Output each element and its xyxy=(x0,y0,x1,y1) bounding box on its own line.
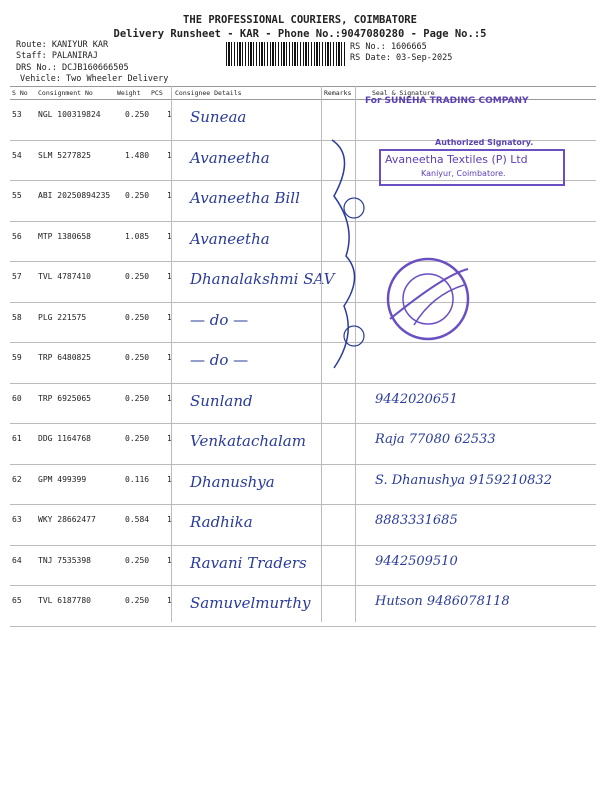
drs-number: DRS No.: DCJB160666505 xyxy=(16,63,129,73)
consignee-signature: Dhanushya xyxy=(190,472,275,491)
cell-sno: 56 xyxy=(12,231,22,241)
stamp-authorized: Authorized Signatory. xyxy=(435,138,534,147)
consignee-signature: — do — xyxy=(190,310,249,329)
cell-sno: 63 xyxy=(12,515,22,524)
cell-cons: TVL 4787410 xyxy=(38,272,91,281)
cell-pcs: 1 xyxy=(167,474,172,484)
cell-cons: TNJ 7535398 xyxy=(38,555,91,565)
cell-wt: 0.116 xyxy=(125,474,150,484)
cell-pcs: 1 xyxy=(167,191,172,200)
col-weight: Weight xyxy=(117,89,141,97)
cell-sno: 59 xyxy=(12,353,22,362)
divider xyxy=(171,86,172,622)
cell-wt: 0.250 xyxy=(125,110,150,119)
col-consignment: Consignment No xyxy=(38,89,93,97)
cell-sno: 65 xyxy=(12,596,22,605)
table-row xyxy=(10,384,596,425)
consignee-signature: Avaneetha Bill xyxy=(190,189,300,207)
cell-wt: 0.250 xyxy=(125,393,150,403)
table-row xyxy=(10,262,596,303)
cell-pcs: 1 xyxy=(167,231,172,241)
cell-wt: 0.250 xyxy=(125,272,150,281)
table-row xyxy=(10,181,596,222)
cell-cons: ABI 20250894235 xyxy=(38,191,111,200)
table-row xyxy=(10,465,596,506)
cell-pcs: 1 xyxy=(167,434,172,443)
consignee-signature: Venkatachalam xyxy=(190,432,306,450)
stamp-company: Avaneetha Textiles (P) Ltd xyxy=(385,153,528,166)
consignee-signature: Dhanalakshmi SAV xyxy=(190,270,335,288)
cell-sno: 58 xyxy=(12,312,22,322)
company-title: THE PROFESSIONAL COURIERS, COIMBATORE xyxy=(183,14,417,26)
cell-pcs: 1 xyxy=(167,353,172,362)
brace-icon xyxy=(326,136,366,376)
cell-pcs: 1 xyxy=(167,393,172,403)
barcode xyxy=(226,42,346,66)
cell-pcs: 1 xyxy=(167,110,172,119)
route-label: Route: KANIYUR KAR xyxy=(16,40,109,50)
cell-cons: DDG 1164768 xyxy=(38,434,91,443)
cell-cons: MTP 1380658 xyxy=(38,231,91,241)
col-details: Consignee Details xyxy=(175,89,242,97)
consignee-signature: Suneaa xyxy=(190,108,247,126)
runsheet-title: Delivery Runsheet - KAR - Phone No.:9047080280 - Page No.:5 xyxy=(113,28,487,40)
seal-signature: S. Dhanushya 9159210832 xyxy=(375,472,552,488)
cell-sno: 64 xyxy=(12,555,22,565)
cell-wt: 1.480 xyxy=(125,150,150,160)
cell-wt: 0.250 xyxy=(125,555,150,565)
cell-sno: 60 xyxy=(12,393,22,403)
table-row xyxy=(10,303,596,344)
table-row xyxy=(10,505,596,546)
cell-cons: NGL 100319824 xyxy=(38,110,101,119)
cell-pcs: 1 xyxy=(167,596,172,605)
cell-sno: 57 xyxy=(12,272,22,281)
table-row xyxy=(10,222,596,263)
company-stamp xyxy=(379,149,565,186)
cell-wt: 0.250 xyxy=(125,596,150,605)
table-row xyxy=(10,343,596,384)
consignee-signature: Avaneetha xyxy=(190,148,270,167)
cell-pcs: 1 xyxy=(167,555,172,565)
rs-number: RS No.: 1606665 xyxy=(350,42,427,52)
stamp-place: Kaniyur, Coimbatore. xyxy=(421,169,506,178)
cell-cons: TRP 6925065 xyxy=(38,393,91,403)
cell-sno: 61 xyxy=(12,434,22,443)
rs-date: RS Date: 03-Sep-2025 xyxy=(350,53,453,63)
consignee-signature: Samuvelmurthy xyxy=(190,594,311,612)
cell-wt: 1.085 xyxy=(125,231,150,241)
cell-wt: 0.250 xyxy=(125,191,150,200)
cell-pcs: 1 xyxy=(167,515,172,524)
staff-label: Staff: PALANIRAJ xyxy=(16,51,98,61)
vehicle-label: Vehicle: Two Wheeler Delivery xyxy=(20,74,169,84)
cell-sno: 53 xyxy=(12,110,22,119)
table-row xyxy=(10,586,596,627)
seal-signature: Hutson 9486078118 xyxy=(375,594,510,609)
cell-cons: WKY 28662477 xyxy=(38,515,96,524)
cell-sno: 62 xyxy=(12,474,22,484)
cell-wt: 0.250 xyxy=(125,353,150,362)
table-row xyxy=(10,100,596,141)
cell-wt: 0.250 xyxy=(125,434,150,443)
table-row xyxy=(10,546,596,587)
seal-signature: 9442509510 xyxy=(375,553,458,569)
col-remarks: Remarks xyxy=(324,89,352,97)
consignee-signature: — do — xyxy=(190,351,249,369)
col-pcs: PCS xyxy=(151,89,163,97)
round-seal-icon xyxy=(384,255,472,343)
consignee-signature: Radhika xyxy=(190,513,253,531)
col-seal: Seal & Signature xyxy=(372,89,435,97)
stamp-for-line: For SUNEHA TRADING COMPANY xyxy=(365,96,529,106)
table-row xyxy=(10,424,596,465)
cell-wt: 0.584 xyxy=(125,515,150,524)
divider xyxy=(321,86,322,622)
cell-cons: GPM 499399 xyxy=(38,474,87,484)
consignee-signature: Sunland xyxy=(190,391,253,410)
col-sno: S No xyxy=(12,89,28,97)
seal-signature: Raja 77080 62533 xyxy=(375,432,496,447)
cell-sno: 55 xyxy=(12,191,22,200)
cell-cons: TVL 6187780 xyxy=(38,596,91,605)
cell-sno: 54 xyxy=(12,150,22,160)
consignee-signature: Avaneetha xyxy=(190,229,270,248)
cell-cons: TRP 6480825 xyxy=(38,353,91,362)
consignee-signature: Ravani Traders xyxy=(190,553,307,572)
cell-cons: PLG 221575 xyxy=(38,312,87,322)
cell-cons: SLM 5277825 xyxy=(38,150,91,160)
cell-pcs: 1 xyxy=(167,312,172,322)
cell-pcs: 1 xyxy=(167,272,172,281)
cell-wt: 0.250 xyxy=(125,312,150,322)
seal-signature: 9442020651 xyxy=(375,391,458,407)
seal-signature: 8883331685 xyxy=(375,513,458,528)
cell-pcs: 1 xyxy=(167,150,172,160)
